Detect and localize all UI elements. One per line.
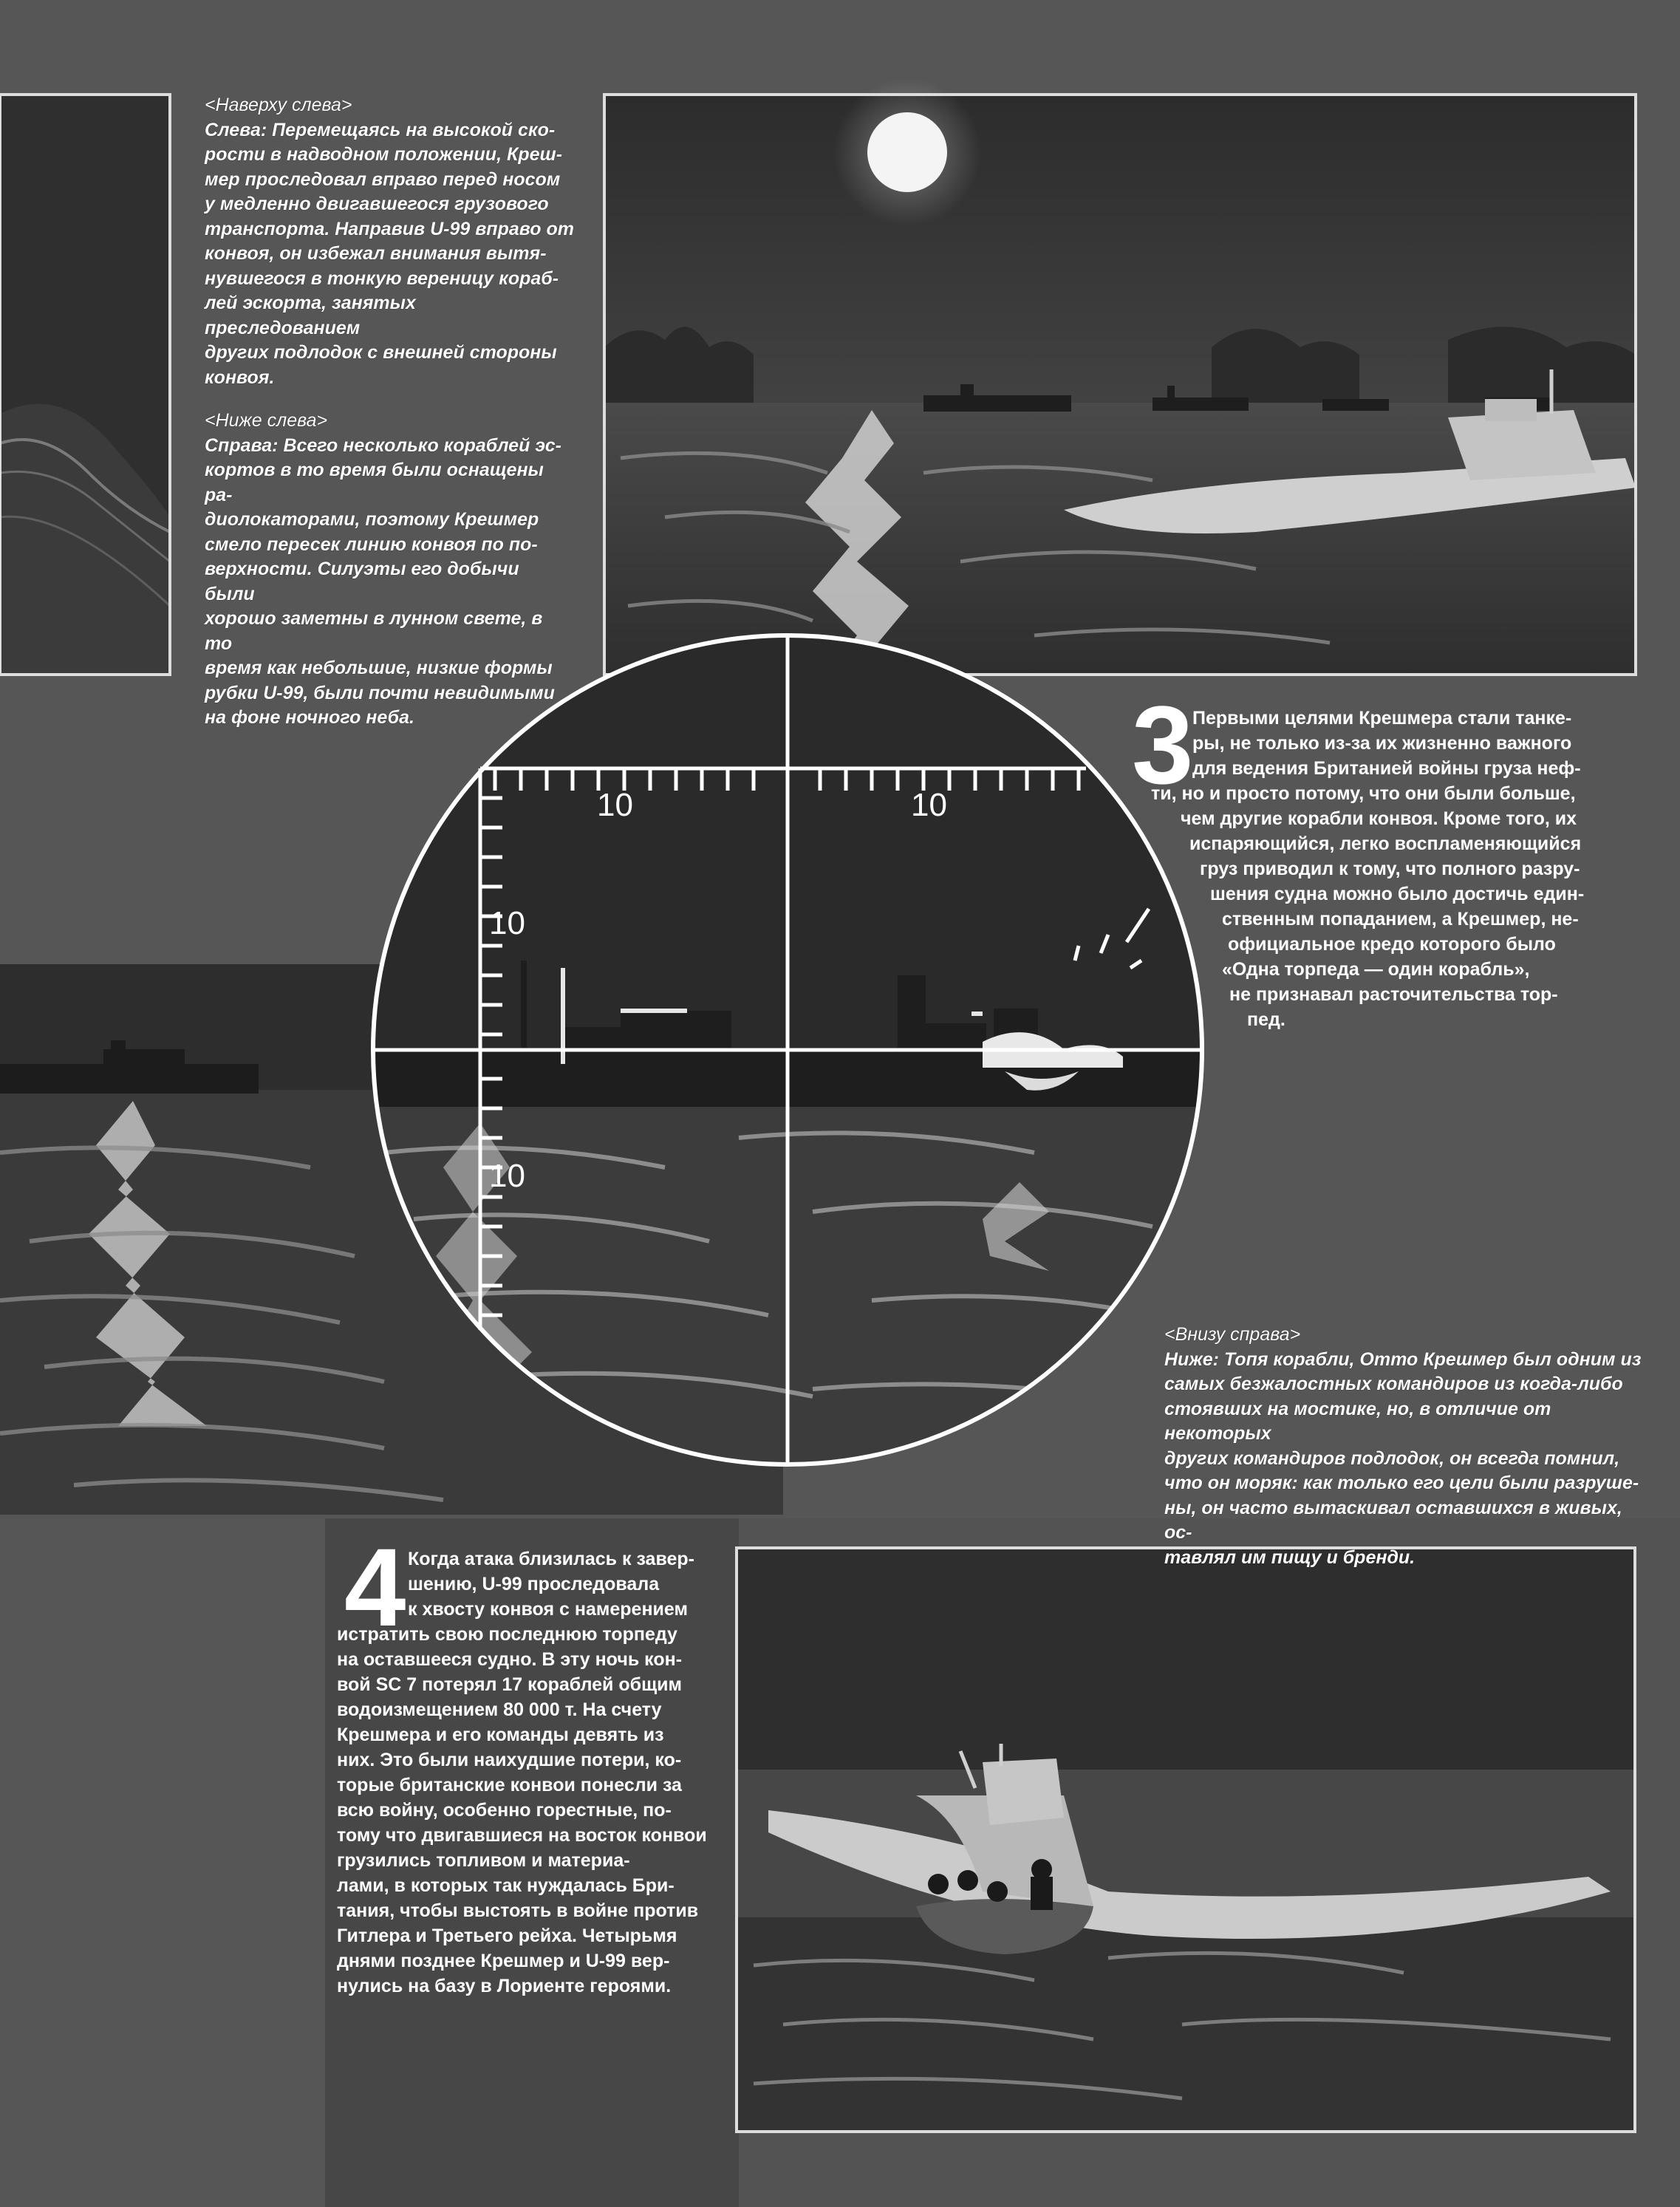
section-3-line: пед. xyxy=(1247,1009,1285,1030)
section-3-line: официальное кредо которого было xyxy=(1228,934,1556,955)
section-4-line: к хвосту конвоя с намерением xyxy=(408,1599,688,1620)
section-4-line: Когда атака близилась к завер- xyxy=(408,1549,694,1569)
caption-top-left-head: <Наверху слева> xyxy=(205,95,352,115)
section-3-line: не признавал расточительства тор- xyxy=(1229,984,1558,1005)
section-4-line: тому что двигавшиеся на восток конвои xyxy=(337,1825,707,1846)
section-3-line: испаряющийся, легко воспламеняющийся xyxy=(1189,833,1582,854)
periscope-view xyxy=(373,635,1202,1464)
section-3-text xyxy=(1151,706,1661,1032)
section-3-line: ти, но и просто потому, что они были больше, xyxy=(1151,783,1576,804)
section-3-line: груз приводил к тому, что полного разру- xyxy=(1200,859,1580,879)
caption-lower-left xyxy=(205,409,574,731)
section-4-line: грузились топливом и материа- xyxy=(337,1850,630,1871)
periscope-label-top-left: 10 xyxy=(597,787,633,823)
section-4-line: торые британские конвои понесли за xyxy=(337,1775,682,1795)
illustration-bottom-right xyxy=(737,1548,1635,2132)
caption-bottom-right xyxy=(1164,1323,1652,1570)
section-3-line: ры, не только из-за их жизненно важного xyxy=(1192,733,1572,754)
section-4-line: Крешмера и его команды девять из xyxy=(337,1725,664,1745)
section-4-line: истратить свою последнюю торпеду xyxy=(337,1624,677,1645)
section-3-number: 3 xyxy=(1132,683,1191,807)
section-4-line: на оставшееся судно. В эту ночь кон- xyxy=(337,1649,683,1670)
section-4-line: вой SC 7 потерял 17 кораблей общим xyxy=(337,1674,683,1695)
caption-lower-left-body: Справа: Всего несколько кораблей эс- кортов в то время были оснащены ра- диолокаторами, поэтому Крешмер смело пересек линию конвоя по по- верхности. Силуэты его добычи были хорошо заметны в лунном свете, в то время как небольшие, низкие формы рубки U-99, были почти невидимыми на фоне ночного неба. xyxy=(205,434,561,728)
section-4-line: днями позднее Крешмер и U-99 вер- xyxy=(337,1951,670,1971)
periscope-label-left-lower: 10 xyxy=(489,1158,525,1194)
section-3-line: для ведения Британией войны груза неф- xyxy=(1192,758,1581,779)
section-4-line: тания, чтобы выстоять в войне против xyxy=(337,1900,699,1921)
section-4-line: всю войну, особенно горестные, по- xyxy=(337,1800,672,1821)
illustration-top-right xyxy=(604,78,1636,675)
caption-top-left xyxy=(205,93,574,390)
caption-top-left-body: Слева: Перемещаясь на высокой ско- рости в надводном положении, Креш- мер проследовал вправо перед носом у медленно двигавшегося грузового транспорта. Направив U-99 вправо от конвоя, он избежал внимания вытя- нувшегося в тонкую вереницу кораб- лей эскорта, занятых преследованием других подлодок с внешней стороны конвоя. xyxy=(205,119,574,388)
section-4-line: Гитлера и Третьего рейха. Четырьмя xyxy=(337,1925,677,1946)
section-3-line: «Одна торпеда — один корабль», xyxy=(1222,959,1530,980)
section-4-line: лами, в которых так нуждалась Бри- xyxy=(337,1875,675,1896)
section-3-line: чем другие корабли конвоя. Кроме того, их xyxy=(1181,808,1577,829)
periscope-label-left-upper: 10 xyxy=(489,905,525,941)
section-4-number: 4 xyxy=(344,1525,403,1649)
section-3-line: ственным попаданием, а Крешмер, не- xyxy=(1222,909,1579,929)
section-4-line: нулись на базу в Лориенте героями. xyxy=(337,1976,672,1996)
periscope-label-top-right: 10 xyxy=(911,787,947,823)
section-3-line: Первыми целями Крешмера стали танке- xyxy=(1192,708,1572,729)
caption-bottom-right-head: <Внизу справа> xyxy=(1164,1324,1301,1345)
moon-icon xyxy=(867,112,947,192)
section-3-line: шения судна можно было достичь един- xyxy=(1210,884,1585,904)
illustration-top-left xyxy=(0,95,170,675)
section-4-line: водоизмещением 80 000 т. На счету xyxy=(337,1699,662,1720)
caption-bottom-right-body: Ниже: Топя корабли, Отто Крешмер был одним из самых безжалостных командиров из когда-либо стоявших на мостике, но, в отличие от некоторых других командиров подлодок, он всегда помнил, что он моряк: как только его цели были разруше- ны, он часто вытаскивал оставшихся в живых, ос- тавлял им пищу и бренди. xyxy=(1164,1348,1642,1568)
caption-lower-left-head: <Ниже слева> xyxy=(205,410,328,431)
section-4-line: шению, U-99 проследовала xyxy=(408,1574,660,1594)
section-4-text xyxy=(337,1546,751,1999)
section-4-line: них. Это были наихудшие потери, ко- xyxy=(337,1750,682,1770)
